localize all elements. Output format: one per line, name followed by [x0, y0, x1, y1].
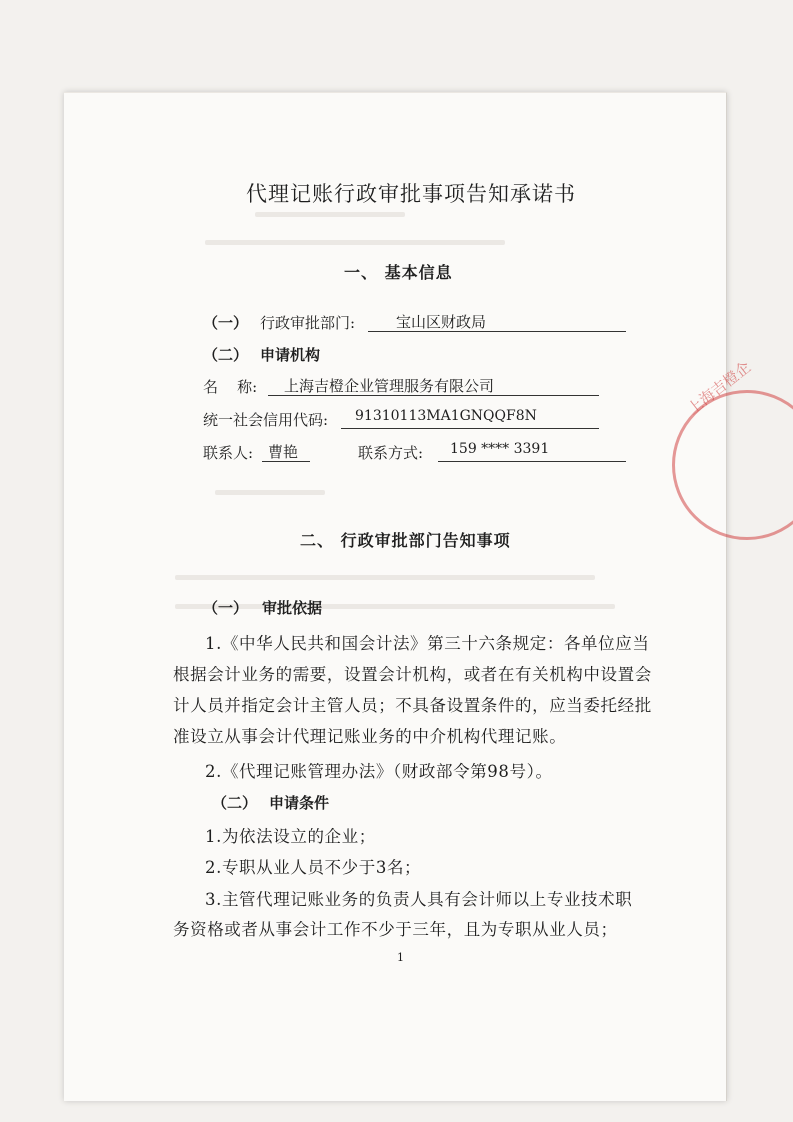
show-through-mark [205, 240, 505, 245]
name-value: 上海吉橙企业管理服务有限公司 [284, 377, 495, 395]
basis-heading: 审批依据 [262, 599, 323, 617]
show-through-mark [215, 490, 325, 495]
applicant-prefix: （二） [203, 346, 249, 364]
basis-line-4: 准设立从事会计代理记账业务的中介机构代理记账。 [173, 727, 567, 746]
basis-prefix: （一） [203, 599, 249, 617]
credit-code-value-field [341, 408, 599, 429]
condition-line-1: 1.为依法设立的企业； [205, 827, 376, 846]
basis-line-1: 1.《中华人民共和国会计法》第三十六条规定：各单位应当 [205, 634, 650, 653]
phone-value: 159 **** 3391 [450, 441, 550, 457]
name-label: 名 称: [203, 378, 258, 396]
phone-value-field [438, 441, 626, 462]
name-value-field [268, 375, 599, 396]
condition-line-3: 3.主管代理记账业务的负责人具有会计师以上专业技术职 [205, 890, 633, 909]
condition-line-2: 2.专职从业人员不少于3名； [205, 858, 422, 877]
contact-label: 联系人: [203, 444, 254, 462]
show-through-mark [255, 212, 405, 217]
credit-code-value: 91310113MA1GNQQF8N [355, 408, 537, 424]
document-title: 代理记账行政审批事项告知承诺书 [246, 182, 576, 206]
applicant-heading: 申请机构 [260, 346, 321, 364]
dept-value-field [368, 311, 626, 332]
contact-value: 曹艳 [268, 443, 299, 461]
phone-label: 联系方式: [358, 444, 424, 462]
credit-code-label: 统一社会信用代码: [203, 411, 329, 429]
section-heading-notice: 二、 行政审批部门告知事项 [300, 531, 511, 550]
section-heading-basic-info: 一、 基本信息 [344, 263, 453, 282]
dept-label: 行政审批部门: [260, 314, 356, 332]
condition-line-4: 务资格或者从事会计工作不少于三年，且为专职从业人员； [173, 920, 618, 939]
show-through-mark [175, 575, 595, 580]
dept-prefix: （一） [203, 314, 249, 332]
conditions-heading: 申请条件 [269, 794, 330, 812]
conditions-prefix: （二） [212, 794, 258, 812]
page-number: 1 [397, 951, 404, 964]
basis-line-5: 2.《代理记账管理办法》（财政部令第98号）。 [205, 762, 553, 781]
basis-line-3: 计人员并指定会计主管人员；不具备设置条件的，应当委托经批 [173, 696, 652, 715]
contact-value-field [262, 441, 310, 462]
dept-value: 宝山区财政局 [396, 313, 487, 331]
basis-line-2: 根据会计业务的需要，设置会计机构，或者在有关机构中设置会 [173, 665, 652, 684]
company-seal-text: 上海吉橙企 [684, 357, 755, 419]
